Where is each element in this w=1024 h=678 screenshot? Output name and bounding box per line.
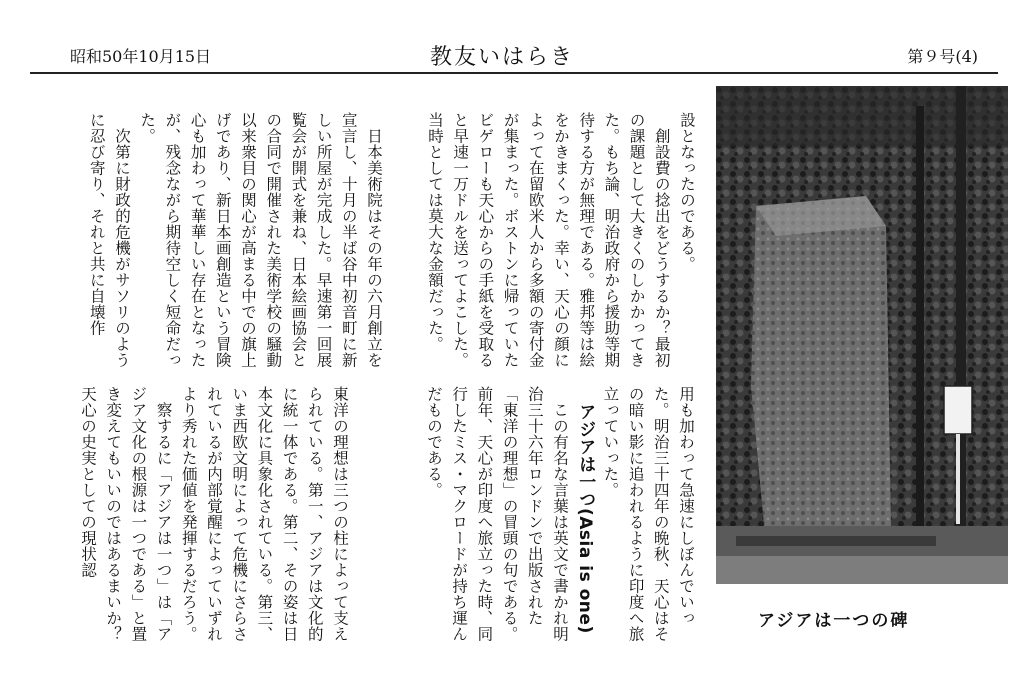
issue-date: 昭和50年10月15日 xyxy=(70,47,212,66)
issue-page-number: 第９号(4) xyxy=(907,47,978,66)
paragraph: 日本美術院はその年の六月創立を宣言し、十月の半ば谷中初音町に新しい所屋が完成した。早速第一回展覧会が開式を兼ね、日本絵画協会との合同で開催された美術学校の騒動以来衆目の関心が高まる中での旗上げであり、新日本画創造という冒険心も加わって華華しい存在となったが、残念ながら期待空しく短命だった。 xyxy=(138,112,383,368)
monument-photo-image xyxy=(716,86,1008,584)
monument-photo xyxy=(716,86,1008,584)
paragraph: 東洋の理想は三つの柱によって支えられている。第一、アジアは文化的に統一体である。第二、その姿は日本文化に具象化されている。第三、いま西欧文明によって危機にさらされているが内部覚醒によっていずれより秀れた価値を発揮するだろう。 xyxy=(179,386,349,642)
paragraph: この有名な言葉は英文で書かれ明治三十六年ロンドンで出版された「東洋の理想」の冒頭の句である。前年、天心が印度へ旅立った時、同行したミス・マクロードが持ち運んだものである。 xyxy=(424,386,569,642)
article-column-lower-left xyxy=(78,386,352,654)
article-column-upper-left xyxy=(82,112,386,370)
article-column-lower-right xyxy=(358,386,698,654)
paragraph: 創設費の捻出をどうするか？最初の課題として大きくのしかかってきた。もち論、明治政府から援助等期待する方が無理である。雅邦等は絵をかきまくった。幸い、天心の顔によって在留欧米人から多額の寄付金が集まった。ボストンに帰っていたビゲローも天心からの手紙を受取ると早速一万ドルを送ってよこした。当時としては莫大な金額だった。 xyxy=(425,112,671,368)
paragraph: 設となったのである。 xyxy=(678,112,696,272)
header-rule xyxy=(30,72,998,74)
paragraph: 次第に財政的危機がサソリのように忍び寄り、それと共に自壊作 xyxy=(87,112,131,368)
newspaper-title: 教友いはらき xyxy=(430,45,575,70)
section-subheading: アジアは一つ(Asia is one) xyxy=(575,403,596,634)
paragraph: 察するに「アジアは一つ」は「アジア文化の根源は一つである」と置き変えてもいいのではあるまいか？天心の史実としての現状認 xyxy=(78,386,173,642)
photo-caption: アジアは一つの碑 xyxy=(758,611,910,631)
paragraph: 用も加わって急速にしぼんでいった。明治三十四年の晩秋、天心はその暗い影に追われるように印度へ旅立っていった。 xyxy=(601,386,695,642)
article-column-upper-right xyxy=(394,112,699,370)
